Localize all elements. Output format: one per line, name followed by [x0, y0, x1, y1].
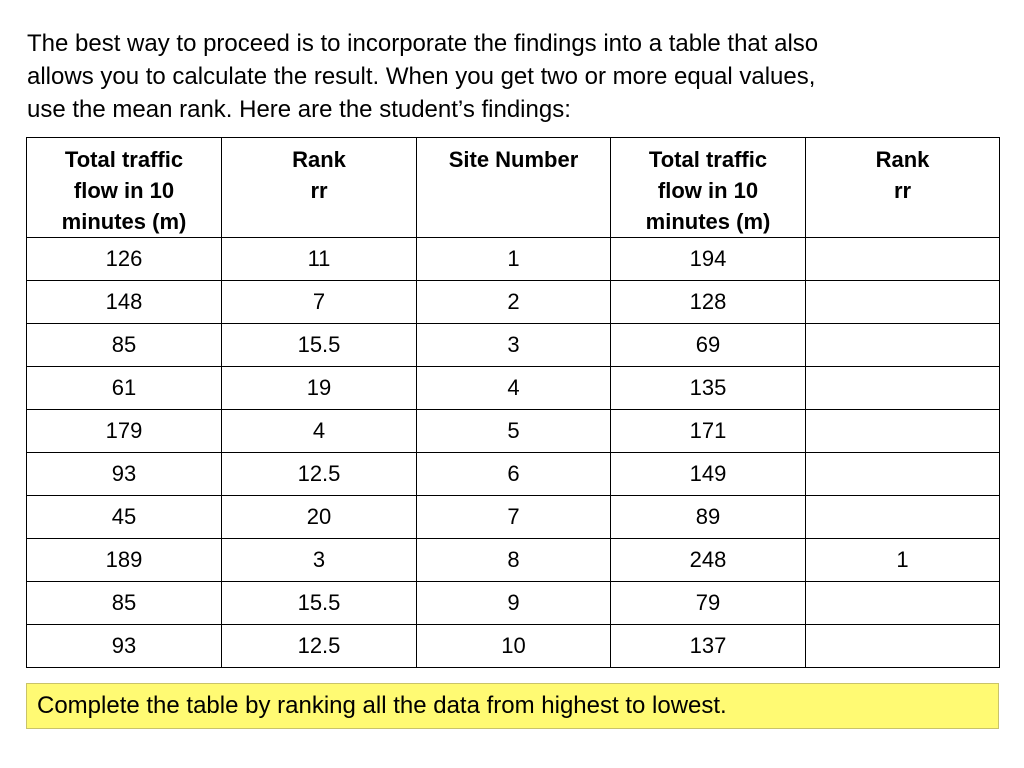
rank-a-cell: 15.5 — [222, 324, 417, 367]
rank-a-cell: 11 — [222, 238, 417, 281]
site-number-cell: 2 — [417, 281, 611, 324]
traffic-flow-a-cell: 189 — [27, 539, 222, 582]
table-row — [27, 238, 1000, 281]
header-line: minutes (m) — [61, 209, 187, 234]
traffic-flow-a-cell: 61 — [27, 367, 222, 410]
traffic-flow-a-cell: 85 — [27, 324, 222, 367]
traffic-flow-a-cell: 45 — [27, 496, 222, 539]
site-number-cell: 6 — [417, 453, 611, 496]
table-row — [27, 453, 1000, 496]
header-line: flow in 10 — [657, 178, 759, 203]
findings-table — [26, 137, 1000, 668]
rank-a-cell: 12.5 — [222, 625, 417, 668]
header-line: rr — [893, 178, 912, 203]
rank-b-cell — [806, 281, 1000, 324]
table-row — [27, 496, 1000, 539]
intro-paragraph — [27, 27, 997, 126]
rank-b-cell — [806, 453, 1000, 496]
intro-line: use the mean rank. Here are the student’s findings: — [27, 96, 571, 123]
rank-b-cell — [806, 496, 1000, 539]
rank-a-cell: 19 — [222, 367, 417, 410]
table-row — [27, 410, 1000, 453]
traffic-flow-a-cell: 126 — [27, 238, 222, 281]
header-line: Rank — [292, 147, 346, 172]
header-line: Total traffic — [648, 147, 768, 172]
site-number-cell: 1 — [417, 238, 611, 281]
traffic-flow-a-cell: 93 — [27, 453, 222, 496]
rank-a-cell: 4 — [222, 410, 417, 453]
table-row — [27, 582, 1000, 625]
traffic-flow-b-cell: 89 — [611, 496, 806, 539]
traffic-flow-b-cell: 79 — [611, 582, 806, 625]
header-traffic-flow-a — [27, 138, 222, 238]
header-site-number — [417, 138, 611, 238]
site-number-cell: 8 — [417, 539, 611, 582]
traffic-flow-b-cell: 135 — [611, 367, 806, 410]
header-line: minutes (m) — [645, 209, 771, 234]
header-line: rr — [310, 178, 328, 203]
table-body — [27, 238, 1000, 668]
site-number-cell: 7 — [417, 496, 611, 539]
traffic-flow-b-cell: 171 — [611, 410, 806, 453]
header-row — [27, 138, 1000, 238]
traffic-flow-b-cell: 149 — [611, 453, 806, 496]
rank-b-cell — [806, 625, 1000, 668]
table-row — [27, 539, 1000, 582]
table-row — [27, 281, 1000, 324]
traffic-flow-a-cell: 85 — [27, 582, 222, 625]
traffic-flow-a-cell: 179 — [27, 410, 222, 453]
site-number-cell: 9 — [417, 582, 611, 625]
rank-a-cell: 15.5 — [222, 582, 417, 625]
site-number-cell: 10 — [417, 625, 611, 668]
site-number-cell: 3 — [417, 324, 611, 367]
rank-a-cell: 3 — [222, 539, 417, 582]
rank-b-cell — [806, 367, 1000, 410]
traffic-flow-a-cell: 93 — [27, 625, 222, 668]
rank-a-cell: 20 — [222, 496, 417, 539]
header-line: Site Number — [448, 147, 579, 172]
header-rank-a — [222, 138, 417, 238]
rank-a-cell: 12.5 — [222, 453, 417, 496]
traffic-flow-b-cell: 248 — [611, 539, 806, 582]
header-line: Rank — [875, 147, 930, 172]
header-line: Total traffic — [64, 147, 184, 172]
header-traffic-flow-b — [611, 138, 806, 238]
intro-line: The best way to proceed is to incorporate the findings into a table that also — [27, 30, 819, 57]
rank-a-cell: 7 — [222, 281, 417, 324]
table-row — [27, 625, 1000, 668]
rank-b-cell — [806, 410, 1000, 453]
header-line: flow in 10 — [73, 178, 175, 203]
header-rank-b — [806, 138, 1000, 238]
rank-b-cell — [806, 324, 1000, 367]
table-header — [27, 138, 1000, 238]
rank-b-cell: 1 — [806, 539, 1000, 582]
intro-line: allows you to calculate the result. When you get two or more equal values, — [27, 63, 816, 90]
rank-b-cell — [806, 238, 1000, 281]
traffic-flow-a-cell: 148 — [27, 281, 222, 324]
table-row — [27, 367, 1000, 410]
traffic-flow-b-cell: 128 — [611, 281, 806, 324]
traffic-flow-b-cell: 194 — [611, 238, 806, 281]
site-number-cell: 5 — [417, 410, 611, 453]
traffic-flow-b-cell: 69 — [611, 324, 806, 367]
instruction-callout: Complete the table by ranking all the data from highest to lowest. — [26, 683, 999, 729]
table-row — [27, 324, 1000, 367]
site-number-cell: 4 — [417, 367, 611, 410]
rank-b-cell — [806, 582, 1000, 625]
traffic-flow-b-cell: 137 — [611, 625, 806, 668]
